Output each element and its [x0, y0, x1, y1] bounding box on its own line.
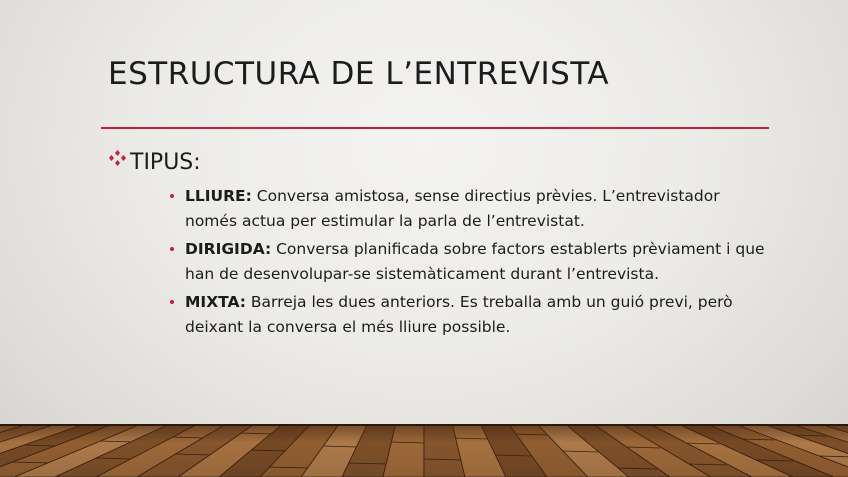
- list-item: [170, 290, 770, 339]
- wood-floor: [0, 424, 848, 477]
- four-diamonds-icon: [107, 149, 128, 167]
- types-list: [170, 184, 770, 343]
- dot-icon: [170, 300, 174, 304]
- item-text: Barreja les dues anteriors. Es treballa amb un guió previ, però deixant la conversa el més lliure possible.: [185, 293, 733, 336]
- dot-icon: [170, 247, 174, 251]
- item-term: MIXTA:: [185, 293, 246, 311]
- item-term: DIRIGIDA:: [185, 240, 272, 258]
- title-underline: [101, 127, 769, 129]
- dot-icon: [170, 194, 174, 198]
- slide-title: ESTRUCTURA DE L’ENTREVISTA: [108, 56, 610, 92]
- item-text: Conversa amistosa, sense directius prèvies. L’entrevistador només actua per estimular la parla de l’entrevistat.: [185, 187, 720, 230]
- list-item: [170, 237, 770, 286]
- heading-bullet-row: [107, 150, 201, 175]
- item-term: LLIURE:: [185, 187, 252, 205]
- heading-text: TIPUS:: [130, 150, 201, 175]
- list-item: [170, 184, 770, 233]
- item-text: Conversa planificada sobre factors establerts prèviament i que han de desenvolupar-se sistemàticament durant l’entrevista.: [185, 240, 765, 283]
